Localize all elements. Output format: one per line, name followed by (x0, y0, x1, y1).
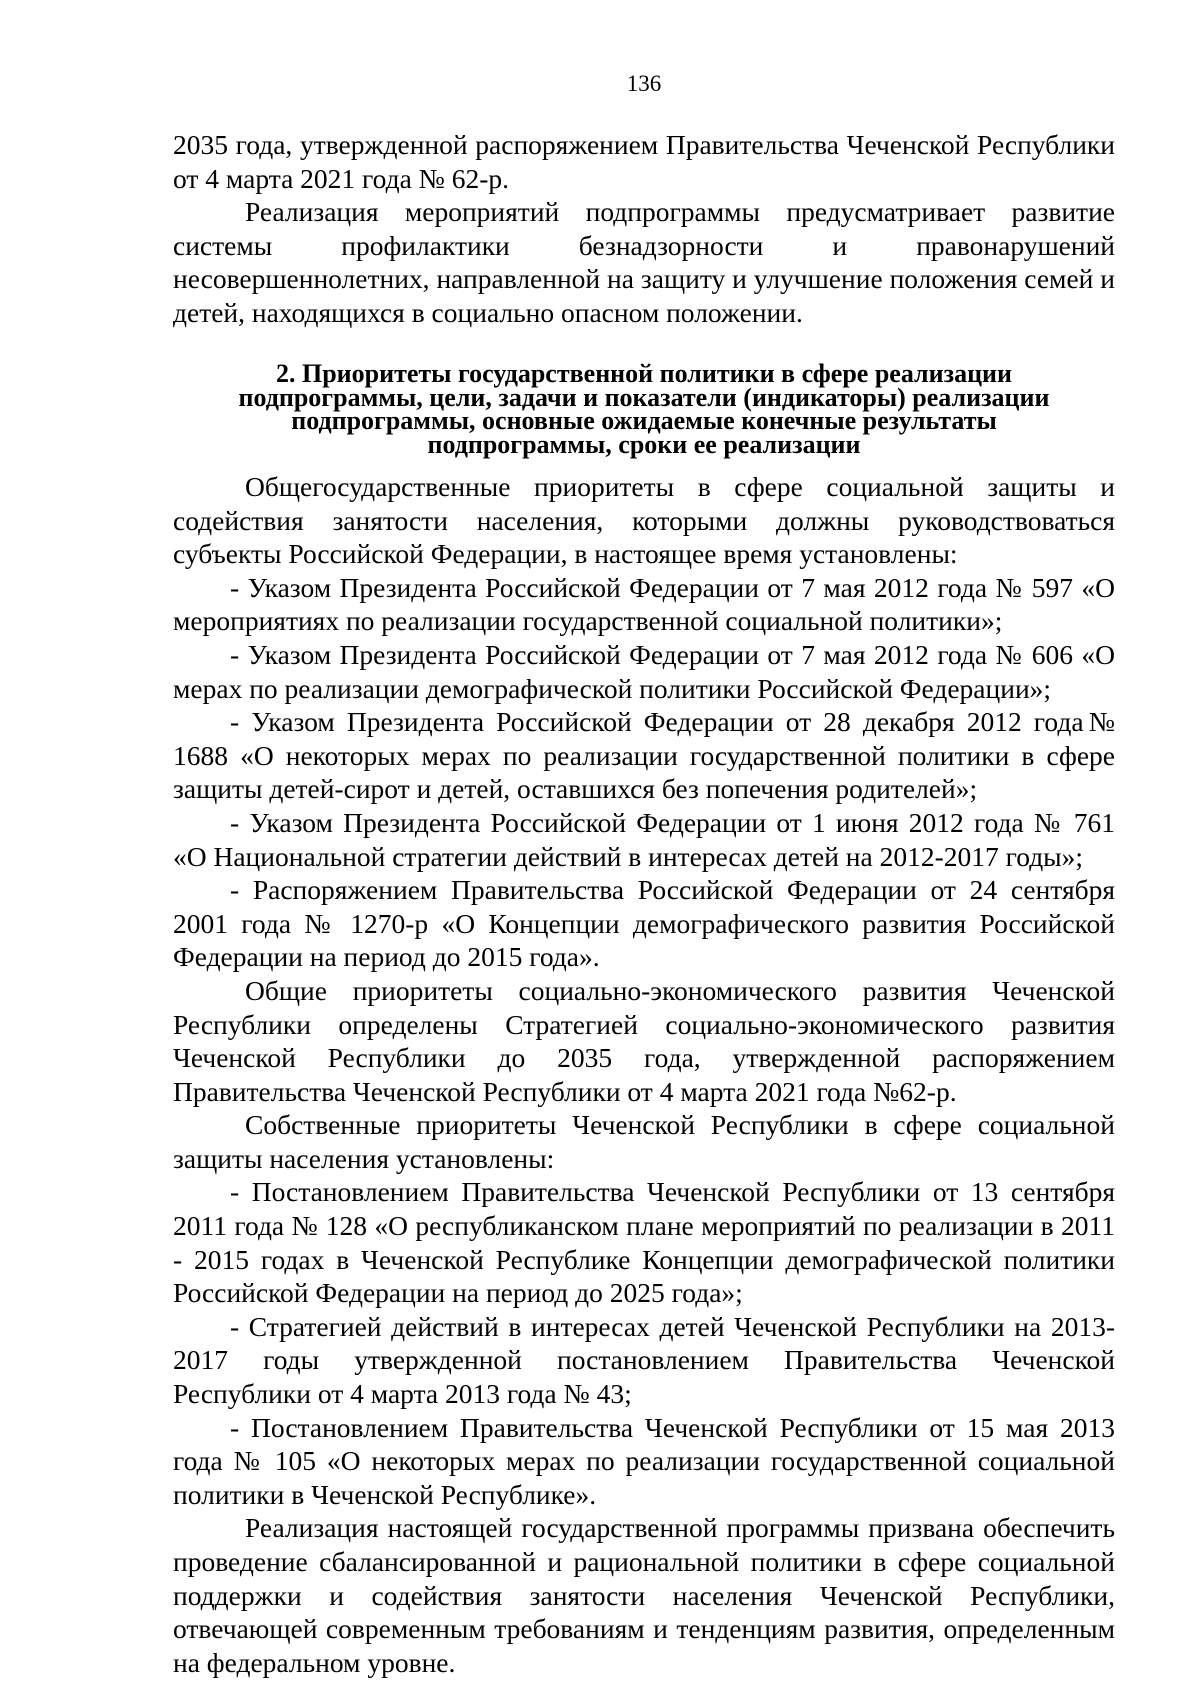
regional-priorities-paragraph: Общие приоритеты социально-экономического развития Чеченской Республики определены Стратегией социально-экономического развития Чеченской Республики до 2035 года, утвержденной распоряжением Правительства Чеченской Республики от 4 марта 2021 года №62-р. (173, 974, 1115, 1107)
section-heading (173, 359, 1115, 459)
section-heading-line-2: подпрограммы, цели, задачи и показатели (индикаторы) реализации (238, 382, 1050, 412)
main-text-block (173, 470, 1115, 1679)
section-heading-line-1: 2. Приоритеты государственной политики в сфере реализации (275, 359, 1013, 388)
list-item-decree-597: - Указом Президента Российской Федерации от 7 мая 2012 года № 597 «О мероприятиях по реализации государственной социальной политики»; (173, 571, 1115, 637)
list-item-resolution-128: - Постановлением Правительства Чеченской Республики от 13 сентября 2011 года № 128 «О республиканском плане мероприятий по реализации в 2011 - 2015 годах в Чеченской Республике Концепции демографической политики Российской Федерации на период до 2025 года»; (173, 1176, 1115, 1309)
page-number: 136 (626, 71, 662, 96)
own-priorities-paragraph: Собственные приоритеты Чеченской Республики в сфере социальной защиты населения установлены: (173, 1109, 1115, 1174)
list-item-order-1270: - Распоряжением Правительства Российской Федерации от 24 сентября 2001 года № 1270-р «О Концепции демографического развития Российской Федерации на период до 2015 года». (173, 874, 1115, 973)
list-item-decree-1688: - Указом Президента Российской Федерации от 28 декабря 2012 года№ 1688 «О некоторых мерах по реализации государственной политики в сфере защиты детей-сирот и детей, оставшихся без попечения родителей»; (173, 706, 1115, 805)
list-item-strategy-43: - Стратегией действий в интересах детей Чеченской Республики на 2013-2017 годы утвержденной постановлением Правительства Чеченской Республики от 4 марта 2013 года № 43; (173, 1310, 1115, 1410)
list-item-resolution-105: - Постановлением Правительства Чеченской Республики от 15 мая 2013 года № 105 «О некоторых мерах по реализации государственной социальной политики в Чеченской Республике». (173, 1411, 1115, 1510)
section-heading-line-3: подпрограммы, основные ожидаемые конечные результаты (291, 406, 997, 435)
intro-block (173, 128, 1115, 330)
program-purpose-paragraph: Реализация настоящей государственной программы призвана обеспечить проведение сбалансированной и рациональной политики в сфере социальной поддержки и содействия занятости населения Чеченской Республики, отвечающей современным требованиям и тенденциям развития, определенным на федеральном уровне. (173, 1512, 1115, 1678)
intro-paragraph: Реализация мероприятий подпрограммы предусматривает развитие системы профилактики безнадзорности и правонарушений несовершеннолетних, направленной на защиту и улучшение положения семей и детей, находящихся в социально опасном положении. (173, 196, 1115, 328)
list-item-decree-606: - Указом Президента Российской Федерации от 7 мая 2012 года № 606 «О мерах по реализации демографической политики Российской Федерации»; (173, 638, 1115, 704)
section-heading-line-4: подпрограммы, сроки ее реализации (427, 429, 861, 459)
priorities-intro-paragraph: Общегосударственные приоритеты в сфере социальной защиты и содействия занятости населения, которыми должны руководствоваться субъекты Российской Федерации, в настоящее время установлены: (173, 471, 1115, 570)
intro-continuation: 2035 года, утвержденной распоряжением Правительства Чеченской Республики от 4 марта 2021 года № 62-р. (173, 129, 1115, 194)
list-item-decree-761: - Указом Президента Российской Федерации от 1 июня 2012 года № 761 «О Национальной стратегии действий в интересах детей на 2012-2017 годы»; (173, 806, 1115, 872)
